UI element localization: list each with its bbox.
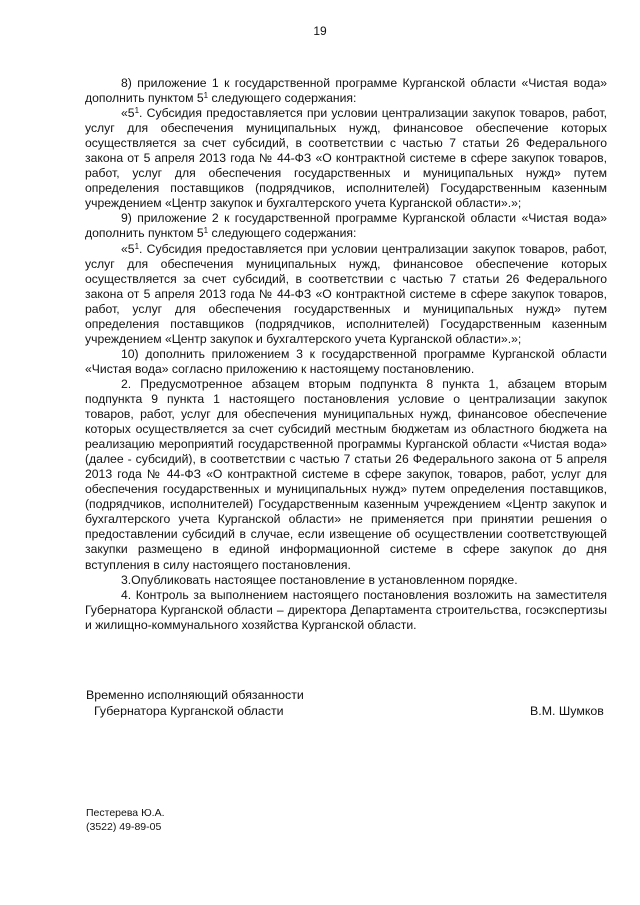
- signatory-position: [86, 687, 304, 719]
- paragraph-clause-4: 4. Контроль за выполнением настоящего постановления возложить на заместителя Губернатора Курганской области – директора Департамента строительства, госэкспертизы и жилищно-коммунального хозяйства Курганской области.: [85, 587, 607, 632]
- paragraph-quote-1: «$5^1$. Субсидия предоставляется при условии централизации закупок товаров, работ, услуг для обеспечения муниципальных нужд, финансовое обеспечение которых осуществляется за счет субсидий, в соответствии с частью 7 статьи 26 Федерального закона от 5 апреля 2013 года № 44-ФЗ «О контрактной системе в сфере закупок товаров, работ, услуг для обеспечения государственных и муниципальных нужд» путем определения поставщиков (подрядчиков, исполнителей) Государственным казенным учреждением «Центр закупок и бухгалтерского учета Курганской области».»;: [85, 106, 607, 211]
- signatory-position-line2: Губернатора Курганской области: [94, 704, 284, 718]
- paragraph-item-8: 8) приложение 1 к государственной программе Курганской области «Чистая вода» дополнить пунктом $5^1$ следующего содержания:: [85, 76, 607, 106]
- signatory-position-line1: Временно исполняющий обязанности: [86, 688, 304, 702]
- paragraph-quote-2: «$5^1$. Субсидия предоставляется при условии централизации закупок товаров, работ, услуг для обеспечения муниципальных нужд, финансовое обеспечение которых осуществляется за счет субсидий, в соответствии с частью 7 статьи 26 Федерального закона от 5 апреля 2013 года № 44-ФЗ «О контрактной системе в сфере закупок товаров, работ, услуг для обеспечения государственных и муниципальных нужд» путем определения поставщиков (подрядчиков, исполнителей) Государственным казенным учреждением «Центр закупок и бухгалтерского учета Курганской области».»;: [85, 241, 607, 346]
- executor-name: Пестерева Ю.А.: [86, 807, 165, 819]
- paragraph-clause-2: 2. Предусмотренное абзацем вторым подпункта 8 пункта 1, абзацем вторым подпункта 9 пункта 1 настоящего постановления условие о централизации закупок товаров, работ, услуг для обеспечения муниципальных нужд, финансовое обеспечение которых осуществляется за счет субсидий местным бюджетам из областного бюджета на реализацию мероприятий государственной программы Курганской области «Чистая вода» (далее - субсидий), в соответствии с частью 7 статьи 26 Федерального закона от 5 апреля 2013 года № 44-ФЗ «О контрактной системе в сфере закупок, товаров, работ, услуг для обеспечения государственных и муниципальных нужд» путем определения поставщиков, (подрядчиков, исполнителей) Государственным казенным учреждением «Центр закупок и бухгалтерского учета Курганской области» не применяется при принятии решения о предоставлении субсидий в случае, если извещение об осуществлении соответствующей закупки размещено в единой информационной системе в сфере закупок до дня вступления в силу настоящего постановления.: [85, 376, 607, 572]
- page-number: 19: [313, 24, 327, 38]
- signatory-name: В.М. Шумков: [530, 704, 604, 718]
- paragraph-item-10: 10) дополнить приложением 3 к государственной программе Курганской области «Чистая вода» согласно приложению к настоящему постановлению.: [85, 346, 607, 376]
- document-body: [85, 76, 607, 633]
- paragraph-clause-3: 3.Опубликовать настоящее постановление в установленном порядке.: [121, 572, 518, 587]
- executor-phone: (3522) 49-89-05: [86, 821, 162, 833]
- paragraph-item-9: 9) приложение 2 к государственной программе Курганской области «Чистая вода» дополнить пунктом $5^1$ следующего содержания:: [85, 211, 607, 241]
- executor-info: [86, 806, 165, 834]
